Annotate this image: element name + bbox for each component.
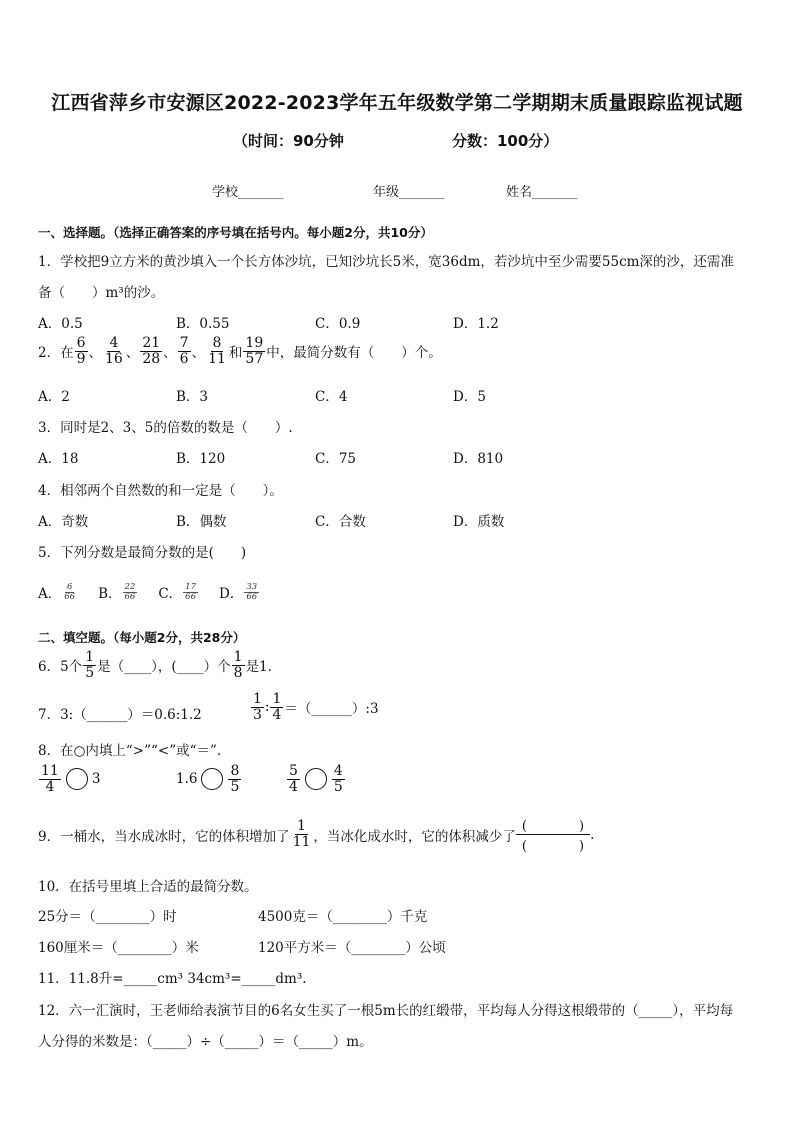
q3-option-d: D．810 <box>453 451 504 467</box>
q5-option-d: D． <box>219 586 244 602</box>
name-field: 姓名_______ <box>506 185 578 200</box>
q10-item-2: 4500克＝（________）千克 <box>258 909 428 925</box>
q10-item-1: 25分＝（________）时 <box>38 909 177 925</box>
q7-fraction-2: $\frac{1}{4}$ <box>272 691 282 723</box>
q2-option-a: A．2 <box>38 389 70 405</box>
q8-item-1: $\frac{11}{4}$ 3 <box>41 763 101 795</box>
q8-stem: 8．在○内填上“>”“<”或“＝”. <box>38 743 222 759</box>
q2-fraction: $\frac{8}{11}$ <box>208 335 226 367</box>
q4-option-d: D．质数 <box>453 514 505 530</box>
q6-stem: 6．5个 $\frac{1}{5}$ 是（____），(____）个 $\frac{1}{8}$ 是1. <box>38 649 272 681</box>
q2-prefix: 2．在 <box>38 345 74 362</box>
q9-answer-fraction[interactable]: ( ) ( ) <box>516 815 590 854</box>
q5-option-c: C． <box>158 586 183 602</box>
q5-option-d-fraction: $\frac{33}{66}$ <box>246 581 258 602</box>
section2-heading: 二、填空题。（每小题2分，共28分） <box>38 630 246 645</box>
q1-line1: 1．学校把9立方米的黄沙填入一个长方体沙坑，已知沙坑长5米，宽36dm，若沙坑中至少需要55cm深的沙，还需准 <box>38 254 734 270</box>
q4-option-c: C．合数 <box>315 514 366 530</box>
section1-heading: 一、选择题。（选择正确答案的序号填在括号内。每小题2分，共10分） <box>38 225 433 240</box>
q8-item-2: 1.6 $\frac{8}{5}$ <box>176 763 240 795</box>
compare-circle-input[interactable] <box>66 768 88 790</box>
q4-option-b: B．偶数 <box>176 514 227 530</box>
q6-fraction-2: $\frac{1}{8}$ <box>233 649 243 681</box>
q9-stem: 9．一桶水，当水成冰时，它的体积增加了 $\frac{1}{11}$ ，当冰化成水时，它的体积减少了 ( ) ( ) . <box>38 815 594 854</box>
q2-fraction: $\frac{19}{57}$ <box>245 335 264 367</box>
q2-fraction: $\frac{7}{6}$ <box>179 335 189 367</box>
q4-stem: 4．相邻两个自然数的和一定是（ ）。 <box>38 483 283 499</box>
q5-option-b-fraction: $\frac{22}{66}$ <box>124 581 136 602</box>
q8-item-3 <box>286 764 346 794</box>
q1-option-b: B．0.55 <box>176 316 230 332</box>
q10-item-4: 120平方米＝（________）公顷 <box>258 940 446 956</box>
q1-line2: 备（ ）m³的沙。 <box>38 285 165 301</box>
q3-stem: 3．同时是2、3、5的倍数的数是（ ）. <box>38 420 293 436</box>
time-label: （时间：90分钟 <box>233 132 344 150</box>
q2-option-d: D．5 <box>453 389 486 405</box>
q6-fraction-1: $\frac{1}{5}$ <box>85 649 95 681</box>
q1-option-c: C．0.9 <box>315 316 361 332</box>
q5-option-c-fraction: $\frac{17}{66}$ <box>185 581 196 602</box>
school-field: 学校_______ <box>212 185 284 200</box>
grade-field: 年级_______ <box>373 185 445 200</box>
q8-fraction: $\frac{5}{4}$ <box>289 763 298 795</box>
compare-circle-input[interactable] <box>201 768 223 790</box>
compare-circle-input[interactable] <box>305 768 327 790</box>
score-label: 分数：100分） <box>452 132 559 150</box>
q11-stem: 11．11.8升=_____cm³ 34cm³=_____dm³. <box>38 971 307 987</box>
q1-option-a: A．0.5 <box>38 316 83 332</box>
q5-option-b: B． <box>98 586 122 602</box>
q2-suffix: 中，最简分数有（ ）个。 <box>266 345 442 362</box>
q8-fraction: $\frac{8}{5}$ <box>230 763 240 795</box>
q3-option-a: A．18 <box>38 451 79 467</box>
q2-stem: 2．在 $\frac{6}{9}$ 、 $\frac{4}{16}$ 、 $\frac{21}{28}$ 、 $\frac{7}{6}$ 、 $\frac{8}{11}$ 和 $\frac{19}{57}$ 中，最简分数有（ ）个。 <box>38 335 442 367</box>
q7-fraction-1: $\frac{1}{3}$ <box>253 691 262 723</box>
q2-fraction: $\frac{21}{28}$ <box>142 335 161 367</box>
q5-stem: 5．下列分数是最简分数的是( ) <box>38 545 247 561</box>
q10-item-3: 160厘米＝（________）米 <box>38 940 199 956</box>
q2-fraction: $\frac{6}{9}$ <box>76 335 86 367</box>
q8-fraction: $\frac{4}{5}$ <box>333 763 343 795</box>
q7-left: 7．3:（______）＝0.6:1.2 <box>38 707 202 723</box>
q8-fraction: $\frac{11}{4}$ <box>41 763 59 795</box>
q3-option-c: C．75 <box>315 451 357 467</box>
q10-stem: 10．在括号里填上合适的最简分数。 <box>38 879 258 895</box>
q2-option-c: C．4 <box>315 389 348 405</box>
q7-right: $\frac{1}{3}$ : $\frac{1}{4}$ ＝（______）:3 <box>253 691 379 723</box>
page-title: 江西省萍乡市安源区2022-2023学年五年级数学第二学期期末质量跟踪监视试题 <box>51 92 743 114</box>
q3-option-b: B．120 <box>176 451 226 467</box>
q5-option-a: A． <box>38 586 62 602</box>
q12-line1: 12．六一汇演时，王老师给表演节目的6名女生买了一根5m长的红缎带，平均每人分得这根缎带的（_____），平均每 <box>38 1003 734 1019</box>
q2-option-b: B．3 <box>176 389 209 405</box>
q12-line2: 人分得的米数是：（_____）÷（_____）＝（_____）m。 <box>38 1034 373 1050</box>
q1-option-d: D．1.2 <box>453 316 499 332</box>
q4-option-a: A．奇数 <box>38 514 89 530</box>
q9-fraction: $\frac{1}{11}$ <box>292 818 311 850</box>
q5-options <box>38 582 260 602</box>
q5-option-a-fraction: $\frac{6}{66}$ <box>64 581 76 602</box>
q2-fraction: $\frac{4}{16}$ <box>105 335 123 367</box>
